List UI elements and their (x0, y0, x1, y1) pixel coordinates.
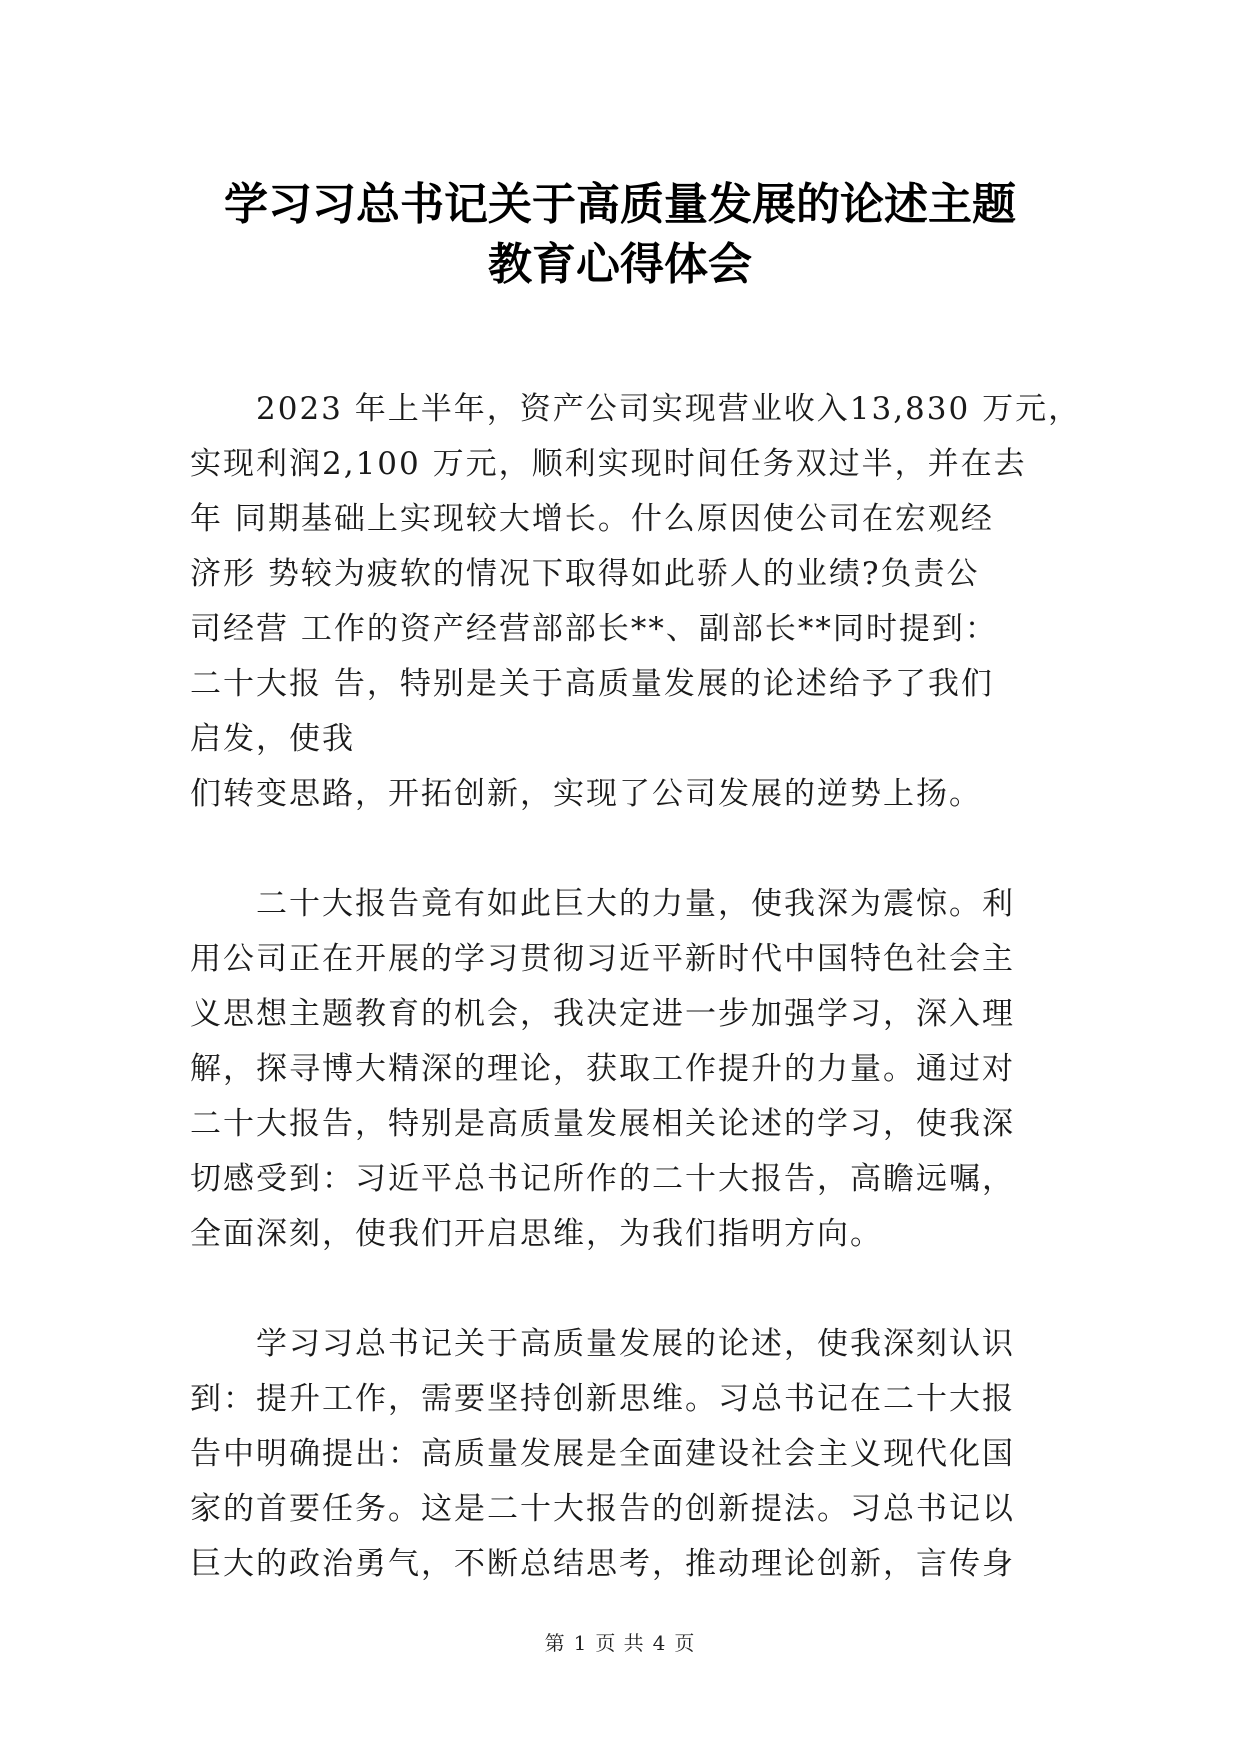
paragraph-line: 济形 势较为疲软的情况下取得如此骄人的业绩?负责公 (190, 556, 980, 592)
paragraph-line: 年 同期基础上实现较大增长。什么原因使公司在宏观经 (190, 501, 994, 537)
document-body (190, 382, 1082, 1592)
page-footer (0, 1627, 1240, 1656)
document-title (140, 175, 1100, 295)
paragraph-line: 切感受到：习近平总书记所作的二十大报告，高瞻远嘱， (190, 1161, 1015, 1197)
paragraph-line: 家的首要任务。这是二十大报告的创新提法。习总书记以 (190, 1491, 1015, 1527)
paragraph-line: 司经营 工作的资产经营部部长**、副部长**同时提到： (190, 611, 998, 647)
paragraph-line: 告中明确提出：高质量发展是全面建设社会主义现代化国 (190, 1436, 1015, 1472)
paragraph-line: 二十大报告，特别是高质量发展相关论述的学习，使我深 (190, 1106, 1015, 1142)
footer-page-number: 1 (573, 1631, 588, 1655)
paragraph-line: 实现利润2,100 万元，顺利实现时间任务双过半，并在去 (190, 446, 1027, 482)
paragraph-line: 们转变思路，开拓创新，实现了公司发展的逆势上扬。 (190, 776, 982, 812)
paragraph-2 (190, 877, 1050, 1262)
paragraph-line: 用公司正在开展的学习贯彻习近平新时代中国特色社会主 (190, 941, 1015, 977)
paragraph-line: 到：提升工作，需要坚持创新思维。习总书记在二十大报 (190, 1381, 1015, 1417)
title-line-1: 学习习总书记关于高质量发展的论述主题 (224, 179, 1016, 230)
footer-total-pages: 4 (652, 1631, 667, 1655)
paragraph-1 (190, 382, 1082, 822)
footer-page-suffix: 页 (674, 1631, 696, 1655)
paragraph-line: 启发，使我 (190, 721, 355, 757)
footer-page-prefix: 第 (544, 1631, 566, 1655)
paragraph-line: 义思想主题教育的机会，我决定进一步加强学习，深入理 (190, 996, 1015, 1032)
paragraph-line: 2023 年上半年，资产公司实现营业收入13,830 万元， (190, 391, 1082, 427)
paragraph-line: 二十大报告竟有如此巨大的力量，使我深为震惊。利 (190, 886, 1015, 922)
paragraph-line: 全面深刻，使我们开启思维，为我们指明方向。 (190, 1216, 883, 1252)
paragraph-line: 解，探寻博大精深的理论，获取工作提升的力量。通过对 (190, 1051, 1015, 1087)
footer-page-middle: 页 共 (595, 1631, 645, 1655)
paragraph-line: 学习习总书记关于高质量发展的论述，使我深刻认识 (190, 1326, 1015, 1362)
paragraph-line: 二十大报 告，特别是关于高质量发展的论述给予了我们 (190, 666, 994, 702)
title-line-2: 教育心得体会 (488, 239, 752, 290)
paragraph-line: 巨大的政治勇气，不断总结思考，推动理论创新，言传身 (190, 1546, 1015, 1582)
paragraph-3 (190, 1317, 1050, 1592)
